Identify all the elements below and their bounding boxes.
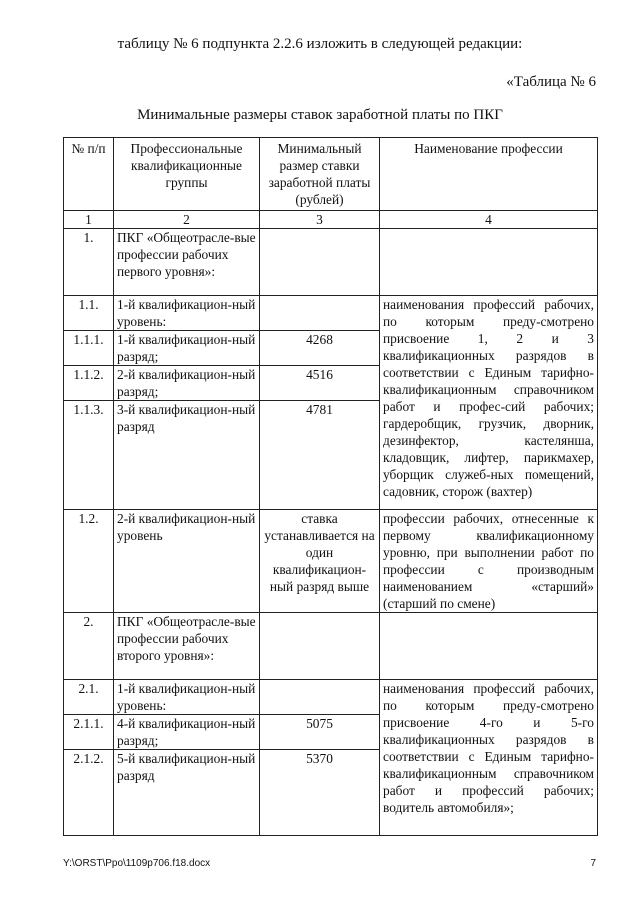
row-number: 1.1.1. bbox=[64, 331, 114, 366]
footer-file-path: Y:\ORST\Ppo\1109p706.f18.docx bbox=[63, 858, 211, 869]
table-row bbox=[64, 510, 598, 613]
row-description: профессии рабочих, отнесенные к первому квалификационному уровню, при выполнении работ по профессии с производным наименованием «старший» (старший по смене) bbox=[380, 510, 598, 613]
col-number: 4 bbox=[380, 211, 598, 229]
row-number: 2. bbox=[64, 613, 114, 680]
row-group: ПКГ «Общеотрасле-вые профессии рабочих первого уровня»: bbox=[114, 229, 260, 296]
row-group: 1-й квалификацион-ный разряд; bbox=[114, 331, 260, 366]
rates-table bbox=[63, 137, 598, 836]
col-number: 2 bbox=[114, 211, 260, 229]
row-number: 1. bbox=[64, 229, 114, 296]
header-profession: Наименование профессии bbox=[380, 138, 598, 211]
col-number: 1 bbox=[64, 211, 114, 229]
footer-page-number: 7 bbox=[590, 858, 596, 869]
column-number-row bbox=[64, 211, 598, 229]
row-rate: 4516 bbox=[260, 366, 380, 401]
row-group: 1-й квалификацион-ный уровень: bbox=[114, 296, 260, 331]
table-row bbox=[64, 680, 598, 715]
row-group: 4-й квалификацион-ный разряд; bbox=[114, 715, 260, 750]
row-group: 2-й квалификацион-ный уровень bbox=[114, 510, 260, 613]
row-number: 1.1.2. bbox=[64, 366, 114, 401]
row-rate bbox=[260, 229, 380, 296]
row-rate: 4268 bbox=[260, 331, 380, 366]
row-group: 2-й квалификацион-ный разряд; bbox=[114, 366, 260, 401]
row-rate bbox=[260, 613, 380, 680]
table-row bbox=[64, 296, 598, 331]
row-rate bbox=[260, 296, 380, 331]
table-row bbox=[64, 229, 598, 296]
row-description-merged: наименования профессий рабочих, по которым преду-смотрено присвоение 1, 2 и 3 квалификационных разрядов в соответствии с Единым тарифно-квалификационным справочником работ и профес-сий рабочих; гардеробщик, грузчик, дворник, дезинфектор, кастелянша, кладовщик, лифтер, парикмахер, уборщик служеб-ных помещений, садовник, сторож (вахтер) bbox=[380, 296, 598, 510]
row-number: 2.1. bbox=[64, 680, 114, 715]
row-group: 1-й квалификацион-ный уровень: bbox=[114, 680, 260, 715]
row-rate: 5075 bbox=[260, 715, 380, 750]
row-number: 2.1.2. bbox=[64, 750, 114, 836]
row-rate bbox=[260, 680, 380, 715]
row-group: 5-й квалификацион-ный разряд bbox=[114, 750, 260, 836]
row-description bbox=[380, 613, 598, 680]
header-num: № п/п bbox=[64, 138, 114, 211]
row-number: 1.2. bbox=[64, 510, 114, 613]
header-row bbox=[64, 138, 598, 211]
header-group: Профессиональные квалификационные группы bbox=[114, 138, 260, 211]
row-number: 1.1. bbox=[64, 296, 114, 331]
table-title: Минимальные размеры ставок заработной платы по ПКГ bbox=[137, 107, 503, 123]
row-number: 2.1.1. bbox=[64, 715, 114, 750]
row-rate: 4781 bbox=[260, 401, 380, 510]
header-rate: Минимальный размер ставки заработной платы (рублей) bbox=[260, 138, 380, 211]
row-group: ПКГ «Общеотрасле-вые профессии рабочих второго уровня»: bbox=[114, 613, 260, 680]
row-description bbox=[380, 229, 598, 296]
table-row bbox=[64, 613, 598, 680]
row-rate: 5370 bbox=[260, 750, 380, 836]
row-number: 1.1.3. bbox=[64, 401, 114, 510]
row-rate: ставка устанавливается на один квалификацион-ный разряд выше bbox=[260, 510, 380, 613]
table-caption: «Таблица № 6 bbox=[506, 74, 596, 90]
intro-text: таблицу № 6 подпункта 2.2.6 изложить в следующей редакции: bbox=[117, 36, 523, 52]
row-group: 3-й квалификацион-ный разряд bbox=[114, 401, 260, 510]
row-description-merged: наименования профессий рабочих, по которым преду-смотрено присвоение 4-го и 5-го квалификационных разрядов в соответствии с Единым тарифно-квалификационным справочником работ и профессий рабочих; водитель автомобиля»; bbox=[380, 680, 598, 836]
col-number: 3 bbox=[260, 211, 380, 229]
